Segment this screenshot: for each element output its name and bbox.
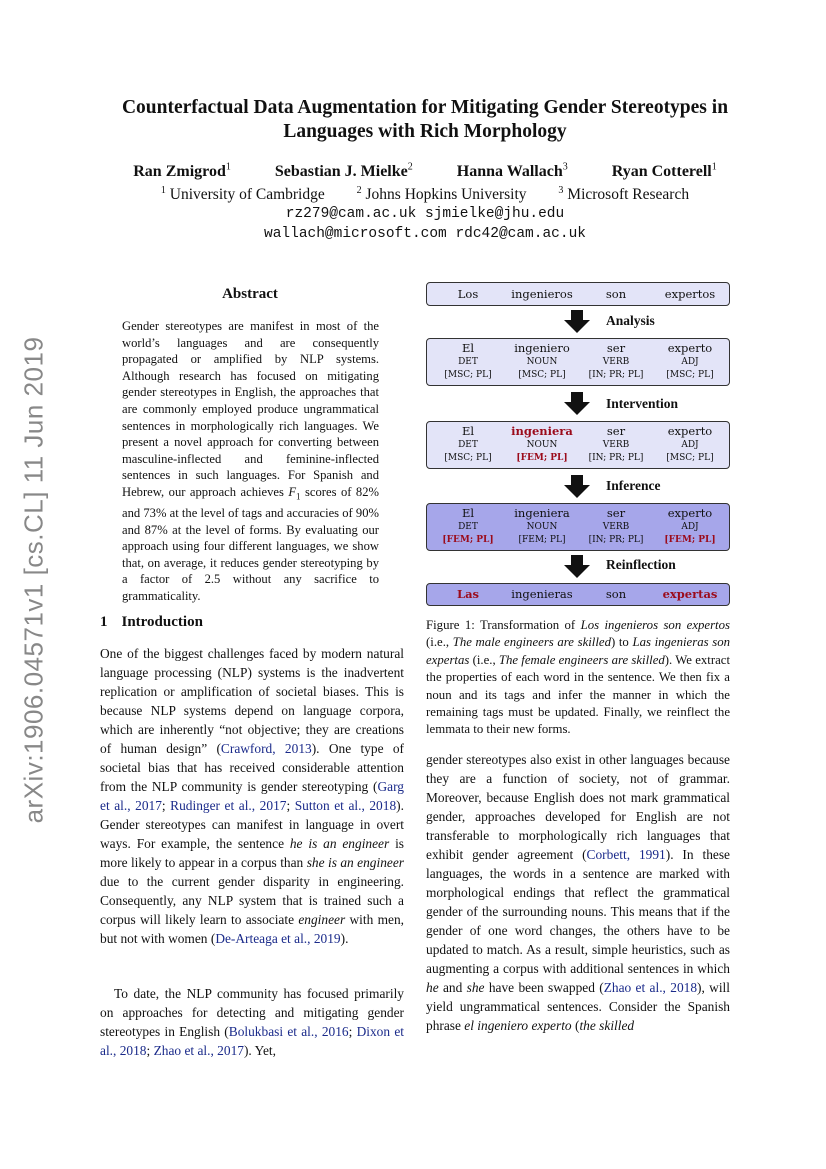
figure-row-intervention: El ingeniera ser experto DET NOUN VERB ADJ [MSC; PL] [FEM; PL] [IN; PR; PL] [MSC; PL] <box>426 421 730 469</box>
author-list <box>60 162 790 181</box>
emails-line-1: rz279@cam.ac.uk sjmielke@jhu.edu <box>285 206 565 222</box>
citation-link[interactable]: Bolukbasi et al., 2016 <box>228 1024 349 1039</box>
abstract-text: Gender stereotypes are manifest in most of the world’s languages and are consequently propagated or amplified by NLP systems. Although research has focused on mitigating gender stereotypes in English, the approaches that are commonly employed produce ungrammatical sentences in morphologically rich languages. We present a novel approach for converting between masculine-inflected and feminine-inflected sentences in such languages. For Spanish and Hebrew, our approach achieves $F_1$ scores of 82% and 73% at the level of tags and accuracies of 90% and 87% at the level of forms. By evaluating our approach using four different languages, we show that, on average, it reduces gender stereotyping by a factor of 2.5 without any sacrifice to grammaticality. <box>122 319 379 604</box>
figure-row-output: Las ingenieras son expertas <box>426 583 730 606</box>
citation-link[interactable]: Rudinger et al., 2017 <box>170 798 287 813</box>
paper-title <box>60 96 790 144</box>
affiliation: $^3$ Microsoft Research <box>558 185 690 204</box>
abstract-heading: Abstract <box>222 286 278 302</box>
citation-link[interactable]: Zhao et al., 2018 <box>603 980 698 995</box>
author: Sebastian J. Mielke$^2$ <box>274 162 413 181</box>
step-label: Analysis <box>606 313 655 328</box>
right-column-paragraph: gender stereotypes also exist in other languages because they are a function of society, not of grammar. Moreover, because English does not mark grammatical gender, approaches developed for English are not transferable to morphologically rich languages that exhibit gender agreement (Corbett, 1991). In these languages, the words in a sentence are marked with morphological endings that reflect the grammatical gender of the surrounding nouns. This means that if the gender of one word changes, the others have to be updated to match. As a result, simple heuristics, such as augmenting a corpus with additional sentences in which he and she have been swapped (Zhao et al., 2018), will yield ungrammatical sentences. Consider the Spanish phrase el ingeniero experto (the skilled <box>426 752 730 1033</box>
section-heading-introduction: 1 Introduction <box>100 614 203 630</box>
affiliation: $^1$ University of Cambridge <box>160 185 325 204</box>
figure-row-inference: El ingeniera ser experto DET NOUN VERB ADJ [FEM; PL] [FEM; PL] [IN; PR; PL] [FEM; PL] <box>426 503 730 551</box>
step-label: Inference <box>606 478 661 493</box>
down-arrow-icon <box>564 310 590 334</box>
intro-paragraph-1: One of the biggest challenges faced by modern natural language processing (NLP) systems is the inadvertent replication or amplification of societal biases. This is because NLP systems depend on language corpora, which are inherently “not objective; they are creations of human design” (Crawford, 2013). One type of societal bias that has received considerable attention from the NLP community is gender stereotyping (Garg et al., 2017; Rudinger et al., 2017; Sutton et al., 2018). Gender stereotypes can manifest in language in overt ways. For example, the sentence he is an engineer is more likely to appear in a corpus than she is an engineer due to the current gender disparity in engineering. Consequently, any NLP system that is trained such a corpus will likely learn to associate engineer with men, but not with women (De-Arteaga et al., 2019). <box>100 646 405 946</box>
arxiv-id: arXiv:1906.04571v1 [cs.CL] 11 Jun 2019 <box>18 336 49 824</box>
citation-link[interactable]: Corbett, 1991 <box>586 847 666 862</box>
citation-link[interactable]: Crawford, 2013 <box>220 741 312 756</box>
intro-paragraph-2: To date, the NLP community has focused primarily on approaches for detecting and mitigating gender stereotypes in English (Bolukbasi et al., 2016; Dixon et al., 2018; Zhao et al., 2017). Yet, <box>100 986 404 1058</box>
title-line-2: Languages with Rich Morphology <box>283 121 567 142</box>
author: Ran Zmigrod$^1$ <box>133 162 231 181</box>
down-arrow-icon <box>564 392 590 416</box>
arxiv-sidebar <box>14 336 54 824</box>
affiliation-list <box>60 185 790 204</box>
emails-line-2: wallach@microsoft.com rdc42@cam.ac.uk <box>264 226 586 242</box>
figure-caption: Figure 1: Transformation of Los ingenieros son expertos (i.e., The male engineers are skilled) to Las ingenieras son expertas (i.e., The female engineers are skilled). We extract the properties of each word in the sentence. We then fix a noun and its tags and infer the manner in which the remaining tags must be updated. Finally, we reinflect the lemmata to their new forms. <box>426 618 730 737</box>
down-arrow-icon <box>564 475 590 499</box>
affiliation: $^2$ Johns Hopkins University <box>356 185 527 204</box>
figure-row-analysis: El ingeniero ser experto DET NOUN VERB ADJ [MSC; PL] [MSC; PL] [IN; PR; PL] [MSC; PL] <box>426 338 730 386</box>
step-label: Intervention <box>606 396 678 411</box>
citation-link[interactable]: Garg et al., 2017 <box>100 779 404 813</box>
down-arrow-icon <box>564 555 590 579</box>
citation-link[interactable]: Sutton et al., 2018 <box>294 798 397 813</box>
citation-link[interactable]: Zhao et al., 2017 <box>153 1043 244 1058</box>
title-line-1: Counterfactual Data Augmentation for Mitigating Gender Stereotypes in <box>121 97 729 118</box>
citation-link[interactable]: De-Arteaga et al., 2019 <box>215 931 341 946</box>
citation-link[interactable]: Dixon et al., 2018 <box>100 1024 404 1058</box>
step-label: Reinflection <box>606 557 676 572</box>
figure-1 <box>426 282 732 608</box>
author: Hanna Wallach$^3$ <box>456 162 568 181</box>
figure-row-source: Los ingenieros son expertos <box>426 282 730 306</box>
author: Ryan Cotterell$^1$ <box>611 162 717 181</box>
